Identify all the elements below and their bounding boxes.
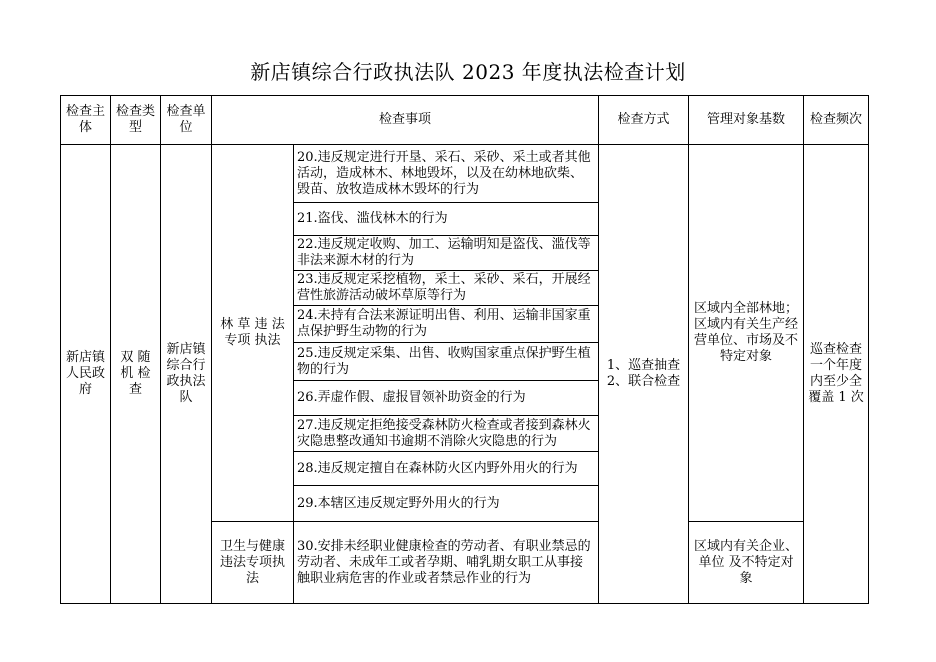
category-health: 卫生与健康违法专项执法 bbox=[212, 522, 294, 604]
table-row bbox=[61, 145, 869, 203]
header-basis: 管理对象基数 bbox=[689, 96, 804, 145]
header-type: 检查类型 bbox=[111, 96, 161, 145]
unit-cell: 新店镇综合行政执法队 bbox=[161, 145, 212, 604]
item-27: 27.违反规定拒绝接受森林防火检查或者接到森林火灾隐患整改通知书逾期不消除火灾隐患的行为 bbox=[294, 416, 599, 452]
inspection-plan-table bbox=[60, 95, 869, 604]
header-matters: 检查事项 bbox=[212, 96, 599, 145]
item-30: 30.安排未经职业健康检查的劳动者、有职业禁忌的劳动者、未成年工或者孕期、哺乳期女职工从事接触职业病危害的作业或者禁忌作业的行为 bbox=[294, 522, 599, 604]
item-20: 20.违反规定进行开垦、采石、采砂、采土或者其他活动，造成林木、林地毁坏，以及在幼林地砍柴、毁苗、放牧造成林木毁坏的行为 bbox=[294, 145, 599, 203]
header-method: 检查方式 bbox=[599, 96, 689, 145]
subject-cell: 新店镇人民政府 bbox=[61, 145, 111, 604]
category-forestry: 林 草 违 法 专项 执法 bbox=[212, 145, 294, 522]
basis-forestry: 区域内全部林地；区域内有关生产经 营单位、市场及不 特定对象 bbox=[689, 145, 804, 522]
type-cell: 双 随 机 检 查 bbox=[111, 145, 161, 604]
item-22: 22.违反规定收购、加工、运输明知是盗伐、滥伐等非法来源木材的行为 bbox=[294, 236, 599, 271]
item-28: 28.违反规定擅自在森林防火区内野外用火的行为 bbox=[294, 452, 599, 486]
item-24: 24.未持有合法来源证明出售、利用、运输非国家重点保护野生动物的行为 bbox=[294, 306, 599, 343]
item-23: 23.违反规定采挖植物，采土、采砂、采石，开展经营性旅游活动破坏草原等行为 bbox=[294, 271, 599, 306]
item-25: 25.违反规定采集、出售、收购国家重点保护野生植物的行为 bbox=[294, 343, 599, 381]
basis-health: 区域内有关企业、单位 及不特定对象 bbox=[689, 522, 804, 604]
header-frequency: 检查频次 bbox=[804, 96, 869, 145]
page-title: 新店镇综合行政执法队 2023 年度执法检查计划 bbox=[250, 60, 686, 84]
header-unit: 检查单位 bbox=[161, 96, 212, 145]
frequency-cell: 巡查检查一个年度内至少全覆盖 1 次 bbox=[804, 145, 869, 604]
item-29: 29.本辖区违反规定野外用火的行为 bbox=[294, 486, 599, 522]
method-cell: 1、巡查抽查 2、联合检查 bbox=[599, 145, 689, 604]
item-21: 21.盗伐、滥伐林木的行为 bbox=[294, 203, 599, 236]
header-row bbox=[61, 96, 869, 145]
header-subject: 检查主体 bbox=[61, 96, 111, 145]
item-26: 26.弄虚作假、虚报冒领补助资金的行为 bbox=[294, 381, 599, 416]
